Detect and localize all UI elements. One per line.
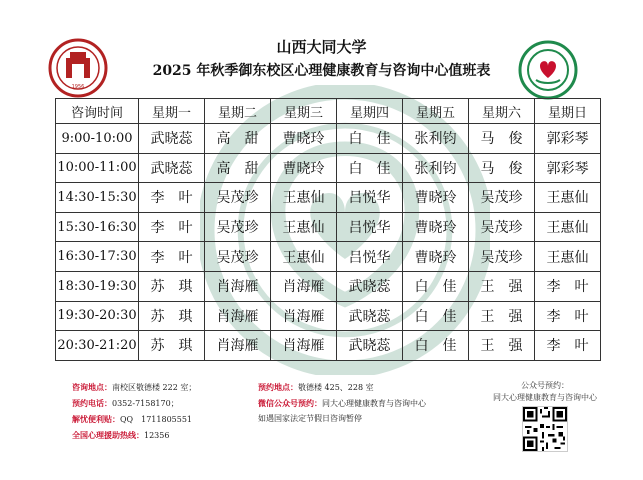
duty-schedule-table (55, 98, 601, 361)
staff-cell: 肖海雁 (271, 331, 337, 361)
staff-cell: 高 甜 (205, 124, 271, 154)
hotline-line (72, 430, 169, 441)
staff-cell: 王 强 (469, 301, 535, 331)
staff-cell: 王惠仙 (271, 183, 337, 213)
table-row (56, 153, 601, 183)
staff-cell: 曹晓玲 (403, 242, 469, 272)
staff-cell: 肖海雁 (205, 301, 271, 331)
hotline-label: 全国心理援助热线： (72, 430, 144, 440)
staff-cell: 吴茂珍 (205, 242, 271, 272)
time-slot-cell: 20:30-21:20 (56, 331, 139, 361)
phone-line (72, 398, 179, 409)
staff-cell: 肖海雁 (205, 271, 271, 301)
staff-cell: 李 叶 (535, 271, 601, 301)
staff-cell: 吴茂珍 (469, 212, 535, 242)
table-row (56, 271, 601, 301)
staff-cell: 张利钧 (403, 124, 469, 154)
staff-cell: 吴茂珍 (469, 183, 535, 213)
column-header: 咨询时间 (56, 99, 139, 124)
time-slot-cell: 14:30-15:30 (56, 183, 139, 213)
staff-cell: 苏 琪 (139, 331, 205, 361)
staff-cell: 苏 琪 (139, 301, 205, 331)
staff-cell: 王惠仙 (535, 183, 601, 213)
column-header: 星期三 (271, 99, 337, 124)
staff-cell: 吴茂珍 (469, 242, 535, 272)
wechat-label: 微信公众号预约： (258, 398, 322, 408)
staff-cell: 白 佳 (403, 301, 469, 331)
help-value: QQ 1711805551 (120, 415, 193, 424)
staff-cell: 王 强 (469, 331, 535, 361)
staff-cell: 李 叶 (535, 331, 601, 361)
staff-cell: 王惠仙 (535, 242, 601, 272)
help-label: 解忧便利贴： (72, 414, 120, 424)
staff-cell: 武晓蕊 (337, 301, 403, 331)
column-header: 星期六 (469, 99, 535, 124)
staff-cell: 吕悦华 (337, 183, 403, 213)
staff-cell: 吕悦华 (337, 212, 403, 242)
staff-cell: 高 甜 (205, 153, 271, 183)
staff-cell: 吴茂珍 (205, 212, 271, 242)
staff-cell: 曹晓玲 (403, 183, 469, 213)
staff-cell: 武晓蕊 (337, 331, 403, 361)
help-line (72, 414, 192, 425)
table-row (56, 212, 601, 242)
holiday-note: 如遇国家法定节假日咨询暂停 (258, 414, 362, 423)
staff-cell: 郭彩琴 (535, 124, 601, 154)
staff-cell: 王 强 (469, 271, 535, 301)
staff-cell: 白 佳 (403, 331, 469, 361)
staff-cell: 肖海雁 (205, 331, 271, 361)
staff-cell: 李 叶 (535, 301, 601, 331)
qr-caption-line2: 同大心理健康教育与咨询中心 (493, 393, 597, 402)
table-row (56, 242, 601, 272)
staff-cell: 曹晓玲 (403, 212, 469, 242)
staff-cell: 郭彩琴 (535, 153, 601, 183)
table-row (56, 331, 601, 361)
staff-cell: 马 俊 (469, 153, 535, 183)
location-line (72, 382, 196, 393)
phone-value: 0352-7158170； (112, 399, 179, 408)
time-slot-cell: 10:00-11:00 (56, 153, 139, 183)
hotline-value: 12356 (144, 431, 170, 440)
staff-cell: 李 叶 (139, 242, 205, 272)
time-slot-cell: 15:30-16:30 (56, 212, 139, 242)
column-header: 星期四 (337, 99, 403, 124)
appointment-location-line (258, 382, 374, 393)
staff-cell: 白 佳 (403, 271, 469, 301)
staff-cell: 曹晓玲 (271, 124, 337, 154)
staff-cell: 肖海雁 (271, 301, 337, 331)
time-slot-cell: 9:00-10:00 (56, 124, 139, 154)
staff-cell: 王惠仙 (271, 212, 337, 242)
svg-text:1956: 1956 (71, 84, 85, 90)
location-value: 南校区敬德楼 222 室； (112, 383, 197, 392)
column-header: 星期一 (139, 99, 205, 124)
staff-cell: 张利钧 (403, 153, 469, 183)
wechat-line (258, 398, 426, 409)
table-row (56, 124, 601, 154)
staff-cell: 马 俊 (469, 124, 535, 154)
qr-caption-line1: 公众号预约： (521, 381, 569, 390)
table-row (56, 183, 601, 213)
staff-cell: 白 佳 (337, 124, 403, 154)
wechat-value: 同大心理健康教育与咨询中心 (322, 399, 426, 408)
table-header-row (56, 99, 601, 124)
staff-cell: 吴茂珍 (205, 183, 271, 213)
schedule-title: 2025 年秋季御东校区心理健康教育与咨询中心值班表 (152, 63, 491, 79)
column-header: 星期五 (403, 99, 469, 124)
phone-label: 预约电话： (72, 398, 112, 408)
staff-cell: 李 叶 (139, 183, 205, 213)
staff-cell: 肖海雁 (271, 271, 337, 301)
qr-code-icon (522, 406, 568, 452)
staff-cell: 白 佳 (337, 153, 403, 183)
staff-cell: 李 叶 (139, 212, 205, 242)
staff-cell: 吕悦华 (337, 242, 403, 272)
staff-cell: 武晓蕊 (337, 271, 403, 301)
staff-cell: 武晓蕊 (139, 124, 205, 154)
university-title: 山西大同大学 (276, 38, 367, 56)
staff-cell: 苏 琪 (139, 271, 205, 301)
table-body (56, 124, 601, 361)
time-slot-cell: 19:30-20:30 (56, 301, 139, 331)
column-header: 星期二 (205, 99, 271, 124)
staff-cell: 王惠仙 (535, 212, 601, 242)
staff-cell: 武晓蕊 (139, 153, 205, 183)
column-header: 星期日 (535, 99, 601, 124)
staff-cell: 王惠仙 (271, 242, 337, 272)
appointment-value: 敬德楼 425、228 室 (298, 383, 374, 392)
time-slot-cell: 18:30-19:30 (56, 271, 139, 301)
time-slot-cell: 16:30-17:30 (56, 242, 139, 272)
location-label: 咨询地点： (72, 382, 112, 392)
table-row (56, 301, 601, 331)
appointment-label: 预约地点： (258, 382, 298, 392)
staff-cell: 曹晓玲 (271, 153, 337, 183)
